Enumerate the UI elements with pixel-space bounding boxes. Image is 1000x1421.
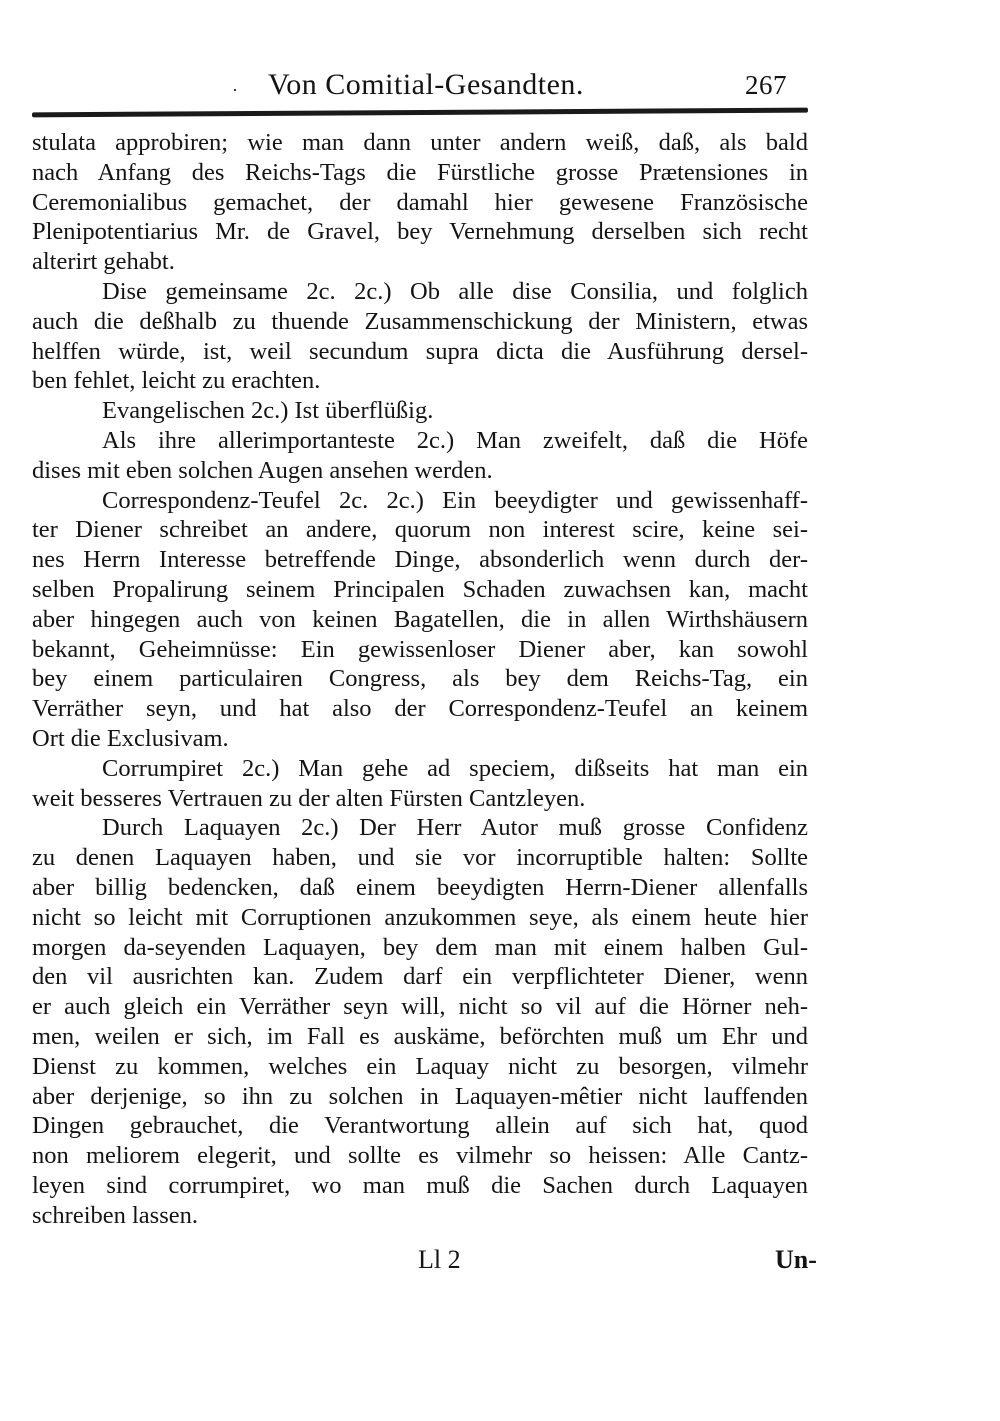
text-line: aber hingegen auch von keinen Bagatellen, die in allen Wirthshäusern	[32, 605, 808, 633]
header-rule	[32, 108, 808, 118]
text-line: Plenipotentiarius Mr. de Gravel, bey Vernehmung derselben sich recht	[32, 218, 808, 246]
text-line: zu denen Laquayen haben, und sie vor incorruptible halten: Sollte	[32, 844, 808, 872]
text-line: bekannt, Geheimnüsse: Ein gewissenloser Diener aber, kan sowohl	[32, 635, 808, 663]
text-line: morgen da-seyenden Laquayen, bey dem man mit einem halben Gul-	[32, 933, 808, 961]
text-line: nes Herrn Interesse betreffende Dinge, absonderlich wenn durch der-	[32, 546, 808, 574]
catchword: Un-	[775, 1245, 817, 1274]
text-line: Dienst zu kommen, welches ein Laquay nicht zu besorgen, vilmehr	[32, 1052, 808, 1080]
text-line: dises mit eben solchen Augen ansehen werden.	[32, 456, 493, 484]
text-line: Dise gemeinsame 2c. 2c.) Ob alle dise Consilia, und folglich	[102, 278, 808, 305]
text-line: alterirt gehabt.	[32, 248, 175, 276]
text-line: weit besseres Vertrauen zu der alten Fürsten Cantzleyen.	[32, 784, 586, 812]
text-line: stulata approbiren; wie man dann unter andern weiß, daß, als bald	[32, 129, 808, 156]
text-line: bey einem particulairen Congress, als bey dem Reichs-Tag, ein	[32, 665, 808, 693]
text-line: Dingen gebrauchet, die Verantwortung allein auf sich hat, quod	[32, 1112, 808, 1140]
header-ornament: ·	[232, 80, 239, 100]
page-number: 267	[745, 70, 787, 100]
running-title: Von Comitial-Gesandten.	[268, 68, 584, 101]
text-line: leyen sind corrumpiret, wo man muß die Sachen durch Laquayen	[32, 1172, 808, 1199]
text-line: Durch Laquayen 2c.) Der Herr Autor muß grosse Confidenz	[102, 814, 808, 842]
text-line: Als ihre allerimportanteste 2c.) Man zweifelt, daß die Höfe	[102, 427, 808, 454]
text-line: ben fehlet, leicht zu erachten.	[32, 367, 321, 395]
text-line: Verräther seyn, und hat also der Correspondenz-Teufel an keinem	[32, 695, 808, 723]
text-line: ter Diener schreibet an andere, quorum non interest scire, keine sei-	[32, 516, 808, 544]
text-line: Evangelischen 2c.) Ist überflüßig.	[102, 397, 434, 425]
text-line: Ort die Exclusivam.	[32, 725, 229, 752]
text-line: Ceremonialibus gemachet, der damahl hier gewesene Französische	[32, 188, 808, 216]
text-line: schreiben lassen.	[32, 1201, 198, 1229]
text-line: selben Propalirung seinem Principalen Schaden zuwachsen kan, macht	[32, 576, 808, 603]
text-line: er auch gleich ein Verräther seyn will, nicht so vil auf die Hörner neh-	[32, 993, 808, 1021]
text-line: aber billig bedencken, daß einem beeydigten Herrn-Diener allenfalls	[32, 874, 808, 901]
text-line: Corrumpiret 2c.) Man gehe ad speciem, dißseits hat man ein	[102, 754, 808, 782]
signature-mark: Ll 2	[418, 1245, 461, 1274]
text-line: nicht so leicht mit Corruptionen anzukommen seye, als einem heute hier	[32, 903, 808, 931]
text-line: non meliorem elegerit, und sollte es vilmehr so heissen: Alle Cantz-	[32, 1142, 808, 1170]
text-line: helffen würde, ist, weil secundum supra dicta die Ausführung dersel-	[32, 337, 808, 365]
text-line: auch die deßhalb zu thuende Zusammenschickung der Ministern, etwas	[32, 307, 808, 335]
text-line: men, weilen er sich, im Fall es auskäme, beförchten muß um Ehr und	[32, 1023, 808, 1050]
text-line: aber derjenige, so ihn zu solchen in Laquayen-mêtier nicht lauffenden	[32, 1082, 808, 1110]
text-line: Correspondenz-Teufel 2c. 2c.) Ein beeydigter und gewissenhaff-	[102, 486, 808, 514]
text-line: nach Anfang des Reichs-Tags die Fürstliche grosse Prætensiones in	[32, 158, 808, 186]
text-line: den vil ausrichten kan. Zudem darf ein verpflichteter Diener, wenn	[32, 963, 808, 991]
